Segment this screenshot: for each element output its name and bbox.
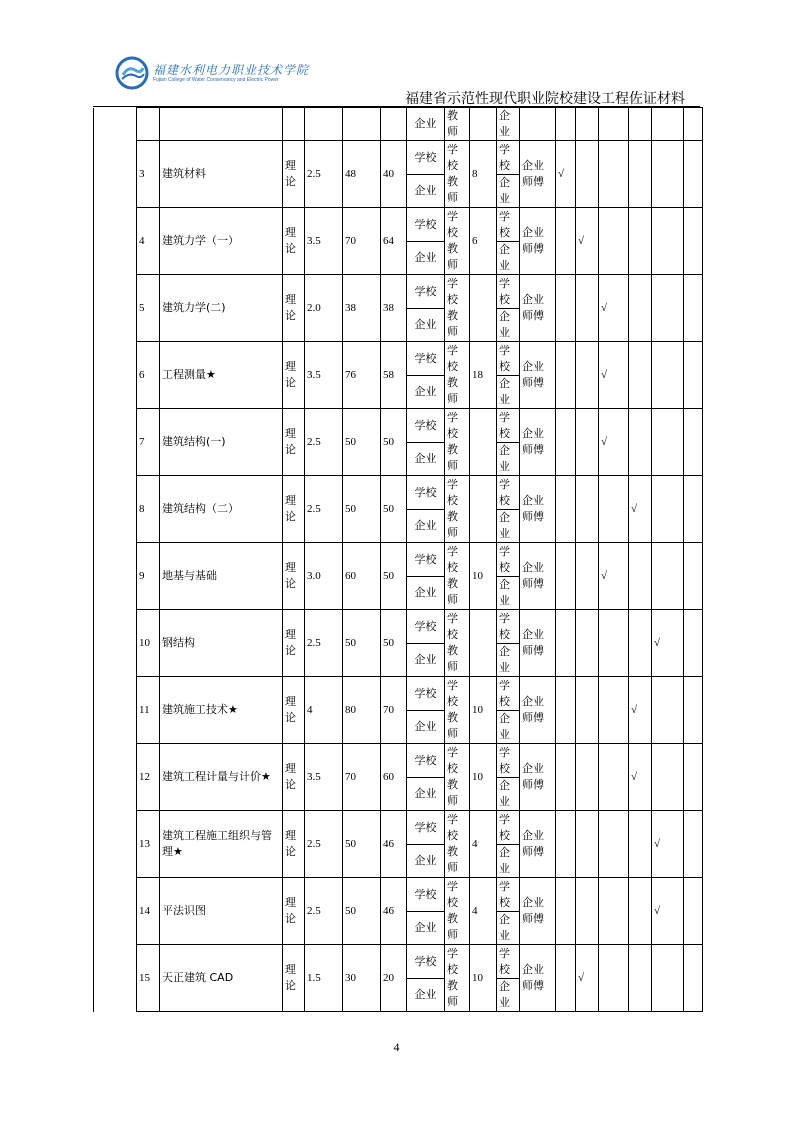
course-name: 平法识图 [160, 878, 283, 945]
teacher-school-label: 学校教师 [445, 141, 470, 208]
semester-3-cell [599, 141, 629, 208]
semester-check-mark: √ [629, 677, 652, 744]
course-internal-hours: 6 [470, 208, 497, 275]
teacher-enterprise: 企业 [407, 845, 445, 878]
teacher-school-label: 学校教师 [445, 744, 470, 811]
semester-2-cell [576, 744, 599, 811]
enterprise-master: 企业师傅 [520, 342, 556, 409]
document-title: 福建省示范性现代职业院校建设工程佐证材料 [405, 91, 685, 107]
semester-check-mark: √ [576, 945, 599, 1012]
course-no: 5 [137, 275, 160, 342]
course-credit: 2.5 [305, 141, 343, 208]
course-credit: 1.5 [305, 945, 343, 1012]
course-type: 理论 [283, 543, 305, 610]
course-table-body [94, 108, 703, 1012]
course-internal-hours [470, 476, 497, 543]
course-no: 4 [137, 208, 160, 275]
course-no: 14 [137, 878, 160, 945]
course-name: 建筑施工技术★ [160, 677, 283, 744]
enterprise-master: 企业师傅 [520, 543, 556, 610]
course-no: 13 [137, 811, 160, 878]
teacher-enterprise: 企业 [407, 912, 445, 945]
semester-4-cell [629, 945, 652, 1012]
enterprise-master: 企业师傅 [520, 878, 556, 945]
teacher-school-label: 学校教师 [445, 878, 470, 945]
enterprise-cell: 企业 [407, 108, 445, 141]
table-row [94, 811, 703, 845]
teacher-school-label: 学校教师 [445, 811, 470, 878]
sem-cell [556, 108, 576, 141]
semester-5-cell [652, 409, 684, 476]
semester-2-cell [576, 610, 599, 677]
semester-check-mark: √ [652, 610, 684, 677]
semester-1-cell [556, 610, 576, 677]
teacher-school-label: 学校教师 [445, 945, 470, 1012]
semester-check-mark: √ [652, 811, 684, 878]
semester-4-cell [629, 811, 652, 878]
course-internal-hours: 10 [470, 744, 497, 811]
course-type: 理论 [283, 878, 305, 945]
teacher-school-label: 学校教师 [445, 409, 470, 476]
school-name-cn: 福建水利电力职业技术学院 [153, 62, 310, 77]
enterprise-vertical: 企业 [497, 510, 520, 543]
school-vertical: 学校 [497, 811, 520, 845]
table-row [94, 342, 703, 376]
course-no: 3 [137, 141, 160, 208]
semester-5-cell [652, 543, 684, 610]
enterprise-master: 企业师傅 [520, 945, 556, 1012]
course-name: 天正建筑 CAD [160, 945, 283, 1012]
semester-6-cell [684, 610, 703, 677]
course-no: 9 [137, 543, 160, 610]
enterprise-master: 企业师傅 [520, 811, 556, 878]
semester-2-cell [576, 409, 599, 476]
semester-3-cell [599, 744, 629, 811]
enterprise-vertical: 企业 [497, 711, 520, 744]
semester-2-cell [576, 677, 599, 744]
school-logo [115, 55, 309, 91]
school-vertical: 学校 [497, 543, 520, 577]
course-internal-hours [470, 275, 497, 342]
master-cell [520, 108, 556, 141]
sem-cell [629, 108, 652, 141]
course-theory-hours: 38 [381, 275, 407, 342]
semester-4-cell [629, 141, 652, 208]
semester-2-cell [576, 811, 599, 878]
course-hours: 50 [343, 811, 381, 878]
semester-4-cell [629, 409, 652, 476]
enterprise-vertical: 企业 [497, 577, 520, 610]
course-credit: 3.5 [305, 208, 343, 275]
table-row [94, 141, 703, 175]
course-theory-hours: 64 [381, 208, 407, 275]
sem-cell [576, 108, 599, 141]
semester-3-cell [599, 945, 629, 1012]
course-no: 7 [137, 409, 160, 476]
table-row [94, 409, 703, 443]
table-row [94, 610, 703, 644]
teacher-school: 学校 [407, 476, 445, 510]
teacher-enterprise: 企业 [407, 242, 445, 275]
course-hours: 50 [343, 878, 381, 945]
semester-5-cell [652, 677, 684, 744]
course-internal-hours: 4 [470, 878, 497, 945]
semester-1-cell [556, 811, 576, 878]
enterprise-master: 企业师傅 [520, 409, 556, 476]
course-theory-hours: 20 [381, 945, 407, 1012]
table-row [94, 476, 703, 510]
school-emblem-icon [115, 56, 149, 90]
course-type: 理论 [283, 811, 305, 878]
course-internal-hours: 18 [470, 342, 497, 409]
course-internal-hours: 10 [470, 945, 497, 1012]
semester-1-cell [556, 275, 576, 342]
course-name: 建筑结构(一) [160, 409, 283, 476]
table-row [94, 945, 703, 979]
no-cell [137, 108, 160, 141]
semester-3-cell [599, 208, 629, 275]
enterprise-vertical: 企业 [497, 912, 520, 945]
semester-5-cell [652, 141, 684, 208]
course-theory-hours: 58 [381, 342, 407, 409]
semester-6-cell [684, 543, 703, 610]
course-hours: 70 [343, 744, 381, 811]
course-type: 理论 [283, 677, 305, 744]
semester-6-cell [684, 208, 703, 275]
semester-check-mark: √ [576, 208, 599, 275]
course-credit: 2.5 [305, 409, 343, 476]
course-internal-hours [470, 610, 497, 677]
course-no: 6 [137, 342, 160, 409]
school-vertical: 学校 [497, 476, 520, 510]
course-name: 建筑工程计量与计价★ [160, 744, 283, 811]
enterprise-master: 企业师傅 [520, 141, 556, 208]
course-theory-hours: 46 [381, 811, 407, 878]
course-theory-hours: 50 [381, 543, 407, 610]
course-no: 11 [137, 677, 160, 744]
table-row [94, 878, 703, 912]
enterprise-vertical: 企业 [497, 845, 520, 878]
teacher-school-label: 学校教师 [445, 610, 470, 677]
semester-6-cell [684, 409, 703, 476]
course-name: 建筑力学(二) [160, 275, 283, 342]
teacher-school-label: 学校教师 [445, 342, 470, 409]
semester-2-cell [576, 141, 599, 208]
course-theory-hours: 50 [381, 476, 407, 543]
course-theory-hours: 70 [381, 677, 407, 744]
teacher-school: 学校 [407, 141, 445, 175]
semester-5-cell [652, 208, 684, 275]
enterprise-master: 企业师傅 [520, 208, 556, 275]
enterprise-vertical: 企业 [497, 443, 520, 476]
course-table [93, 107, 703, 1012]
teacher-enterprise: 企业 [407, 309, 445, 342]
course-type: 理论 [283, 945, 305, 1012]
course-internal-hours [470, 409, 497, 476]
semester-6-cell [684, 677, 703, 744]
semester-1-cell [556, 208, 576, 275]
teacher-school-label: 学校教师 [445, 275, 470, 342]
enterprise-vertical: 企业 [497, 309, 520, 342]
course-hours: 76 [343, 342, 381, 409]
enterprise-master: 企业师傅 [520, 275, 556, 342]
teacher-school: 学校 [407, 208, 445, 242]
semester-2-cell [576, 476, 599, 543]
enterprise-master: 企业师傅 [520, 610, 556, 677]
course-credit: 2.5 [305, 610, 343, 677]
teacher-school: 学校 [407, 677, 445, 711]
course-name: 建筑工程施工组织与管理★ [160, 811, 283, 878]
course-hours: 30 [343, 945, 381, 1012]
semester-check-mark: √ [599, 342, 629, 409]
table-row [94, 275, 703, 309]
course-hours: 48 [343, 141, 381, 208]
teacher-enterprise: 企业 [407, 711, 445, 744]
semester-6-cell [684, 945, 703, 1012]
semester-6-cell [684, 342, 703, 409]
course-hours: 50 [343, 476, 381, 543]
course-name: 钢结构 [160, 610, 283, 677]
semester-4-cell [629, 342, 652, 409]
table-row [94, 208, 703, 242]
enterprise-master: 企业师傅 [520, 744, 556, 811]
course-credit: 3.5 [305, 342, 343, 409]
teacher-school-label: 学校教师 [445, 543, 470, 610]
school-vertical: 学校 [497, 945, 520, 979]
school-vertical: 学校 [497, 141, 520, 175]
page-number: 4 [393, 1040, 400, 1054]
table-row [94, 744, 703, 778]
semester-2-cell [576, 275, 599, 342]
course-hours: 50 [343, 409, 381, 476]
course-type: 理论 [283, 476, 305, 543]
enterprise-master: 企业师傅 [520, 476, 556, 543]
course-no: 12 [137, 744, 160, 811]
semester-3-cell [599, 677, 629, 744]
course-name: 建筑材料 [160, 141, 283, 208]
course-credit: 4 [305, 677, 343, 744]
semester-4-cell [629, 878, 652, 945]
sem-cell [652, 108, 684, 141]
course-type: 理论 [283, 409, 305, 476]
course-internal-hours: 4 [470, 811, 497, 878]
course-type: 理论 [283, 610, 305, 677]
semester-6-cell [684, 275, 703, 342]
course-theory-hours: 50 [381, 409, 407, 476]
teacher-enterprise: 企业 [407, 778, 445, 811]
course-credit: 2.5 [305, 811, 343, 878]
teacher-school: 学校 [407, 342, 445, 376]
course-name: 地基与基础 [160, 543, 283, 610]
semester-4-cell [629, 275, 652, 342]
semester-3-cell [599, 476, 629, 543]
semester-5-cell [652, 275, 684, 342]
semester-check-mark: √ [629, 744, 652, 811]
course-type: 理论 [283, 744, 305, 811]
school-vertical: 学校 [497, 677, 520, 711]
semester-6-cell [684, 141, 703, 208]
teacher-enterprise: 企业 [407, 443, 445, 476]
semester-6-cell [684, 476, 703, 543]
course-no: 15 [137, 945, 160, 1012]
semester-check-mark: √ [652, 878, 684, 945]
course-internal-hours: 8 [470, 141, 497, 208]
teacher-cell: 教师 [445, 108, 470, 141]
course-credit: 2.5 [305, 878, 343, 945]
table-row-partial [94, 108, 703, 141]
theory-cell [381, 108, 407, 141]
sem-cell [599, 108, 629, 141]
teacher-school: 学校 [407, 811, 445, 845]
semester-check-mark: √ [599, 409, 629, 476]
school-vertical: 学校 [497, 744, 520, 778]
teacher-enterprise: 企业 [407, 376, 445, 409]
semester-3-cell [599, 878, 629, 945]
school-vertical: 学校 [497, 409, 520, 443]
enterprise-vertical: 企业 [497, 242, 520, 275]
semester-check-mark: √ [556, 141, 576, 208]
course-no: 8 [137, 476, 160, 543]
course-credit: 3.5 [305, 744, 343, 811]
teacher-school: 学校 [407, 543, 445, 577]
credit-cell [305, 108, 343, 141]
school-vertical: 学校 [497, 208, 520, 242]
teacher-enterprise: 企业 [407, 644, 445, 677]
course-name: 建筑力学（一） [160, 208, 283, 275]
course-type: 理论 [283, 342, 305, 409]
semester-5-cell [652, 342, 684, 409]
course-theory-hours: 46 [381, 878, 407, 945]
course-internal-hours: 10 [470, 543, 497, 610]
course-hours: 50 [343, 610, 381, 677]
teacher-enterprise: 企业 [407, 175, 445, 208]
semester-check-mark: √ [599, 275, 629, 342]
course-theory-hours: 50 [381, 610, 407, 677]
teacher-school: 学校 [407, 945, 445, 979]
semester-6-cell [684, 811, 703, 878]
category-cell [94, 108, 137, 1012]
hours-cell [343, 108, 381, 141]
teacher-school: 学校 [407, 744, 445, 778]
enterprise-vertical: 企业 [497, 778, 520, 811]
course-type: 理论 [283, 275, 305, 342]
course-table-container [93, 107, 700, 1012]
course-type: 理论 [283, 208, 305, 275]
teacher-enterprise: 企业 [407, 979, 445, 1012]
enterprise-master: 企业师傅 [520, 677, 556, 744]
semester-2-cell [576, 543, 599, 610]
semester-5-cell [652, 744, 684, 811]
semester-5-cell [652, 476, 684, 543]
semester-6-cell [684, 744, 703, 811]
school-vertical: 学校 [497, 342, 520, 376]
course-name: 建筑结构（二） [160, 476, 283, 543]
semester-1-cell [556, 342, 576, 409]
course-name: 工程测量★ [160, 342, 283, 409]
semester-1-cell [556, 409, 576, 476]
semester-6-cell [684, 878, 703, 945]
course-credit: 3.0 [305, 543, 343, 610]
course-hours: 80 [343, 677, 381, 744]
semester-1-cell [556, 744, 576, 811]
semester-3-cell [599, 610, 629, 677]
teacher-school-label: 学校教师 [445, 677, 470, 744]
enterprise-vertical: 企业 [497, 644, 520, 677]
semester-4-cell [629, 610, 652, 677]
table-row [94, 543, 703, 577]
semester-1-cell [556, 476, 576, 543]
course-internal-hours: 10 [470, 677, 497, 744]
enterprise-vertical: 企业 [497, 979, 520, 1012]
semester-5-cell [652, 945, 684, 1012]
teacher-enterprise: 企业 [407, 510, 445, 543]
course-hours: 70 [343, 208, 381, 275]
table-row [94, 677, 703, 711]
type-cell [283, 108, 305, 141]
semester-4-cell [629, 543, 652, 610]
course-hours: 38 [343, 275, 381, 342]
enterprise-vertical: 企业 [497, 175, 520, 208]
name-cell [160, 108, 283, 141]
internal-cell [470, 108, 497, 141]
course-theory-hours: 40 [381, 141, 407, 208]
semester-1-cell [556, 945, 576, 1012]
school-name-en: Fujian College of Water Conservancy and Electric Power [153, 76, 279, 83]
semester-2-cell [576, 878, 599, 945]
teacher-school: 学校 [407, 275, 445, 309]
school-vertical: 学校 [497, 878, 520, 912]
semester-4-cell [629, 208, 652, 275]
course-hours: 60 [343, 543, 381, 610]
semester-check-mark: √ [629, 476, 652, 543]
enterprise-v-cell: 企业 [497, 108, 520, 141]
school-vertical: 学校 [497, 275, 520, 309]
semester-1-cell [556, 878, 576, 945]
semester-check-mark: √ [599, 543, 629, 610]
teacher-school-label: 学校教师 [445, 208, 470, 275]
course-theory-hours: 60 [381, 744, 407, 811]
teacher-school-label: 学校教师 [445, 476, 470, 543]
course-credit: 2.5 [305, 476, 343, 543]
sem-cell [684, 108, 703, 141]
semester-2-cell [576, 342, 599, 409]
course-credit: 2.0 [305, 275, 343, 342]
semester-3-cell [599, 811, 629, 878]
course-no: 10 [137, 610, 160, 677]
school-vertical: 学校 [497, 610, 520, 644]
teacher-school: 学校 [407, 409, 445, 443]
course-type: 理论 [283, 141, 305, 208]
teacher-school: 学校 [407, 878, 445, 912]
enterprise-vertical: 企业 [497, 376, 520, 409]
semester-1-cell [556, 543, 576, 610]
teacher-school: 学校 [407, 610, 445, 644]
teacher-enterprise: 企业 [407, 577, 445, 610]
semester-1-cell [556, 677, 576, 744]
